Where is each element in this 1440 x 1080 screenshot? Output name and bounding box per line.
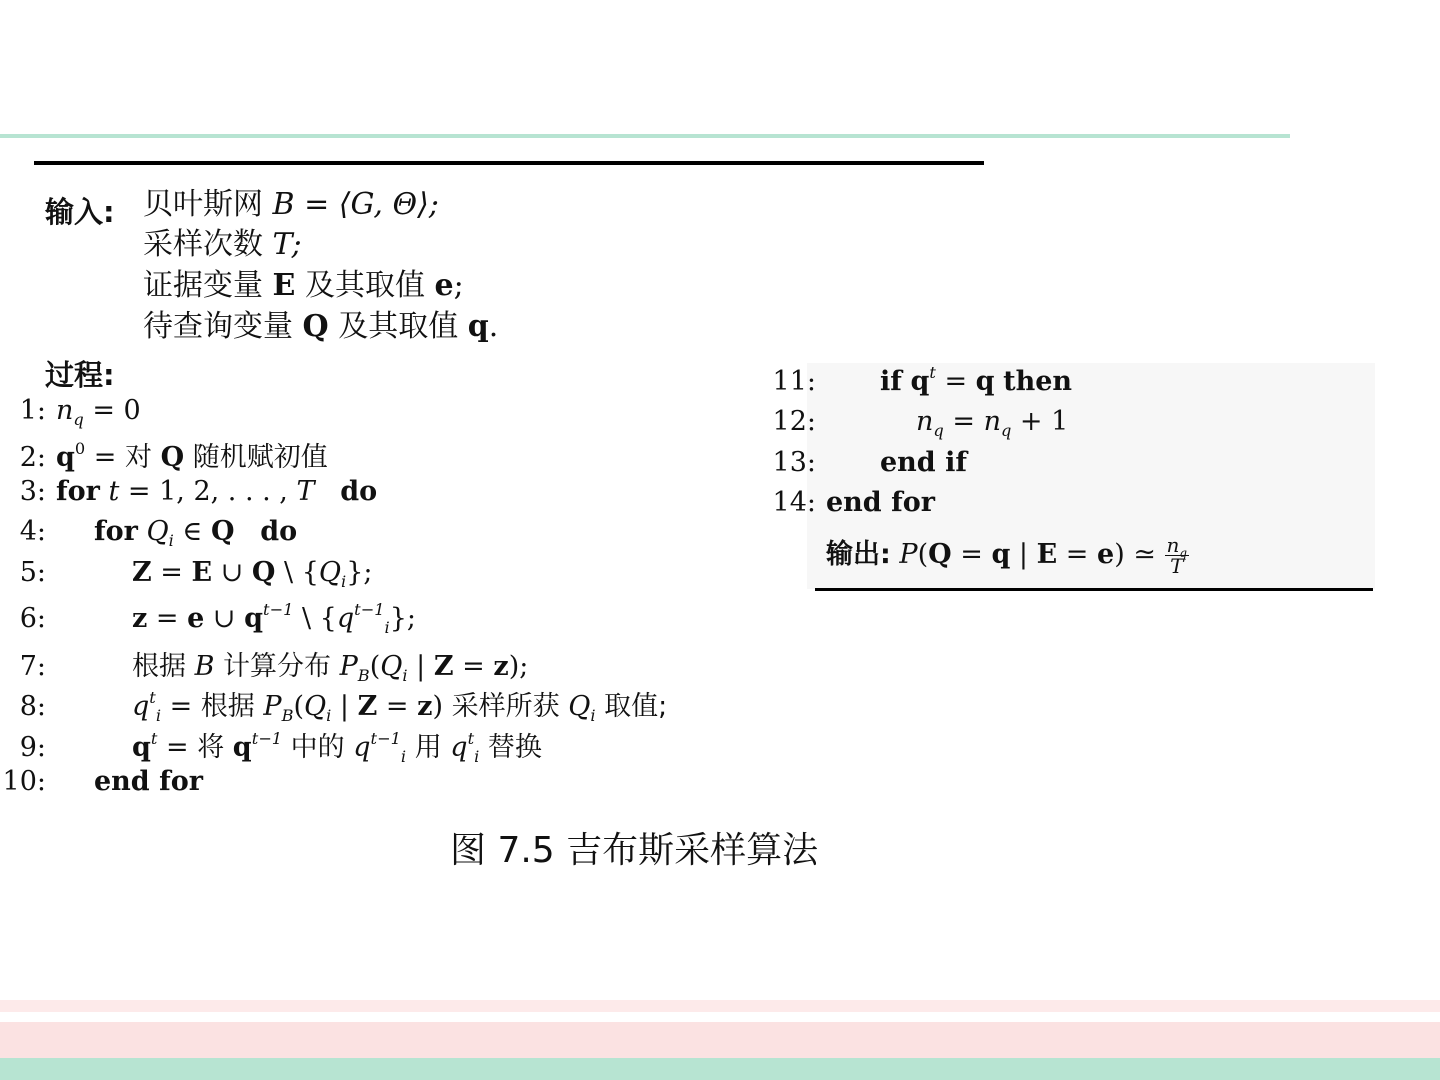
do-keyword: do bbox=[260, 516, 298, 547]
process-line-2: 2: $q^0$ = 对 Q 随机赋初值 bbox=[0, 435, 328, 474]
figure-caption: 图 7.5 吉布斯采样算法 bbox=[450, 830, 819, 871]
input-line-1 bbox=[143, 187, 439, 222]
algorithm-top-rule bbox=[34, 161, 984, 165]
input-line-3-text: 证据变量 bbox=[143, 268, 263, 303]
line-number: 2: bbox=[19, 442, 46, 473]
line-number: 5: bbox=[19, 557, 46, 588]
line-8-text2: 采样所获 bbox=[451, 691, 560, 722]
line-number: 14: bbox=[772, 487, 816, 518]
process-line-8: 8: $q^t_i$ = 根据 $P_B(Q_i$ | Z = z) 采样所获 $Q_i$ 取值; bbox=[0, 684, 667, 723]
line-9-text4: 替换 bbox=[487, 732, 542, 763]
input-line-4-text2: 及其取值 bbox=[338, 309, 459, 344]
line-7-text: 根据 bbox=[132, 651, 186, 682]
output-line: 输出: P(Q = q | E = e) ≃ $\frac{n_q}{T}$ bbox=[826, 533, 1188, 578]
input-line-3-end: ; bbox=[453, 268, 464, 303]
footer-band-pink bbox=[0, 1022, 1440, 1058]
end-if-keyword: end if bbox=[880, 447, 967, 478]
for-keyword: for bbox=[94, 516, 138, 547]
line-number: 4: bbox=[19, 516, 46, 547]
algorithm-bottom-rule bbox=[815, 588, 1373, 591]
process-line-6: 6: z = e ∪ $q^{t-1}$ \ $\{q^{t-1}_i\}$; bbox=[0, 603, 416, 634]
process-line-12: 12: $n_q = n_q + 1$ bbox=[770, 406, 1068, 437]
input-line-4-var: Q bbox=[302, 309, 329, 344]
input-line-2 bbox=[143, 227, 302, 262]
input-line-2-math: T; bbox=[272, 227, 302, 262]
process-line-3: 3: for t = 1, 2, . . . , T do bbox=[0, 476, 377, 507]
input-line-4-end: . bbox=[488, 309, 499, 344]
input-line-4-text: 待查询变量 bbox=[143, 309, 293, 344]
line-number: 9: bbox=[19, 732, 46, 763]
end-for-keyword: end for bbox=[94, 766, 203, 797]
input-line-3-var: E bbox=[272, 268, 296, 303]
line-number: 3: bbox=[19, 476, 46, 507]
line-8-text3: 取值; bbox=[604, 691, 668, 722]
process-line-9: 9: $q^t$ = 将 $q^{t-1}$ 中的 $q^{t-1}_i$ 用 $q^t_i$ 替换 bbox=[0, 725, 542, 764]
process-label: 过程: bbox=[45, 358, 115, 392]
input-line-3-val: e bbox=[434, 268, 454, 303]
process-line-14 bbox=[770, 487, 935, 518]
process-line-5: 5: Z = E ∪ Q \ $\{Q_i\}$; bbox=[0, 557, 373, 588]
line-9-text3: 用 bbox=[414, 732, 442, 763]
output-fraction: $\frac{n_q}{T}$ bbox=[1166, 533, 1188, 578]
line-7-text2: 计算分布 bbox=[223, 651, 332, 682]
input-line-4 bbox=[143, 309, 499, 344]
input-line-3-text2: 及其取值 bbox=[304, 268, 425, 303]
line-number: 8: bbox=[19, 691, 46, 722]
line-number: 13: bbox=[772, 447, 816, 478]
then-keyword: then bbox=[1003, 366, 1073, 397]
do-keyword: do bbox=[340, 476, 378, 507]
line-number: 7: bbox=[19, 651, 46, 682]
top-accent-line bbox=[0, 134, 1290, 138]
end-for-keyword: end for bbox=[826, 487, 935, 518]
line-number: 1: bbox=[19, 395, 46, 426]
process-line-13 bbox=[770, 447, 967, 478]
line-number: 6: bbox=[19, 603, 46, 634]
line-9-text: 将 bbox=[197, 732, 225, 763]
process-line-10 bbox=[0, 766, 203, 797]
for-keyword: for bbox=[56, 476, 100, 507]
line-2-text: 对 bbox=[125, 442, 152, 473]
process-line-7: 7: 根据 B 计算分布 $P_B(Q_i$ | Z = z); bbox=[0, 644, 528, 683]
footer-band-light bbox=[0, 1000, 1440, 1012]
output-label: 输出: bbox=[826, 539, 891, 570]
footer-band-green bbox=[0, 1058, 1440, 1080]
process-line-4: 4: for $Q_i$ ∈ Q do bbox=[0, 516, 297, 547]
line-number: 11: bbox=[772, 366, 816, 397]
input-label: 输入: bbox=[45, 195, 115, 229]
line-8-text: 根据 bbox=[200, 691, 255, 722]
input-line-4-val: q bbox=[467, 309, 489, 344]
process-line-11: 11: if $q^t = q$ then bbox=[770, 366, 1072, 397]
process-line-1: 1: $n_q = 0$ bbox=[0, 395, 141, 426]
line-number: 10: bbox=[2, 766, 46, 797]
input-line-1-math: B = ⟨G, Θ⟩; bbox=[272, 187, 439, 222]
line-9-text2: 中的 bbox=[290, 732, 345, 763]
input-line-1-text: 贝叶斯网 bbox=[143, 187, 263, 222]
input-line-3 bbox=[143, 268, 464, 303]
input-line-2-text: 采样次数 bbox=[143, 227, 263, 262]
line-2-text2: 随机赋初值 bbox=[192, 442, 328, 473]
if-keyword: if bbox=[880, 366, 902, 397]
line-number: 12: bbox=[772, 406, 816, 437]
